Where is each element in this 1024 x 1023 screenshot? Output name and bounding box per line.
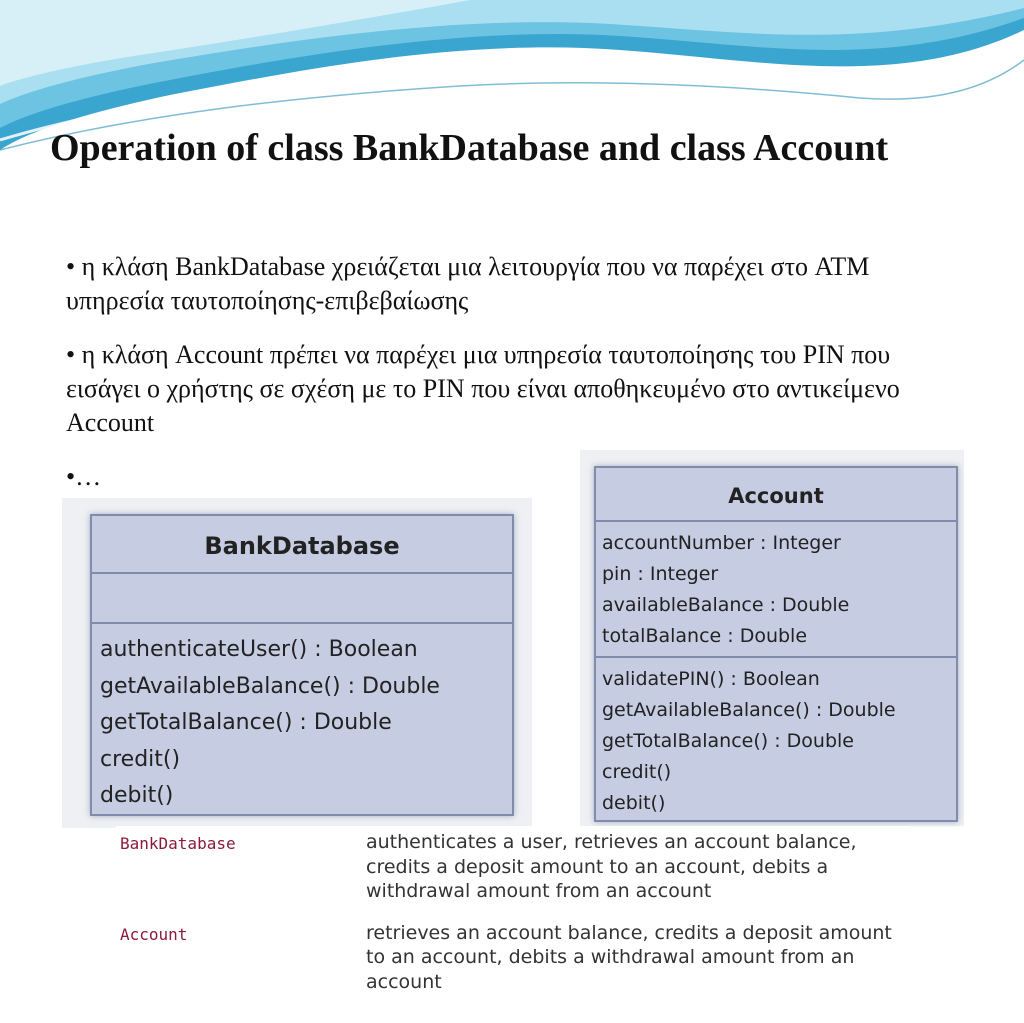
uml-class-account [580,450,964,826]
uml-attributes-section [92,574,512,624]
slide-title: Operation of class BankDatabase and class Account [50,127,889,169]
responsibility-class-name: BankDatabase [120,834,236,853]
responsibility-class-name: Account [120,924,188,944]
uml-operations-section [596,658,956,819]
table-row [116,905,908,996]
uml-operation: getAvailableBalance() : Double [100,673,440,699]
uml-attribute: pin : Integer [602,563,719,585]
uml-operation: credit() [100,746,181,772]
uml-operation: credit() [602,761,672,783]
uml-class-name: BankDatabase [92,516,512,574]
uml-attribute: accountNumber : Integer [602,532,841,554]
uml-attribute: totalBalance : Double [602,625,808,647]
uml-operations-section [92,624,512,815]
uml-operation: validatePIN() : Boolean [602,668,820,690]
uml-operation: getAvailableBalance() : Double [602,699,896,721]
bullet-bankdatabase-operation: • η κλάση BankDatabase χρειάζεται μια λειτουργία που να παρέχει στο ATM υπηρεσία ταυτοποίησης-επιβεβαίωσης [66,252,870,315]
bullet-ellipsis: •… [66,462,102,491]
uml-class-box [90,514,514,816]
uml-attribute: availableBalance : Double [602,594,850,616]
bullet-account-operation: • η κλάση Account πρέπει να παρέχει μια υπηρεσία ταυτοποίησης του PIN που εισάγει ο χρήστης σε σχέση με το PIN που είναι αποθηκευμένο στο αντικείμενο Account [66,340,900,437]
table-row [116,826,908,905]
uml-class-box [594,466,958,822]
uml-operation: debit() [100,783,174,808]
uml-attributes-section [596,522,956,658]
responsibility-description: authenticates a user, retrieves an account balance, credits a deposit amount to an account, debits a withdrawal amount from an account [366,831,857,902]
uml-operation: authenticateUser() : Boolean [100,637,418,662]
uml-class-bankdatabase [62,498,532,828]
uml-class-name: Account [596,468,956,522]
responsibilities-table [116,826,908,996]
uml-operation: getTotalBalance() : Double [100,710,392,735]
responsibility-description: retrieves an account balance, credits a deposit amount to an account, debits a withdrawal amount from an account [366,921,892,993]
uml-operation: debit() [602,792,666,814]
uml-operation: getTotalBalance() : Double [602,730,854,752]
